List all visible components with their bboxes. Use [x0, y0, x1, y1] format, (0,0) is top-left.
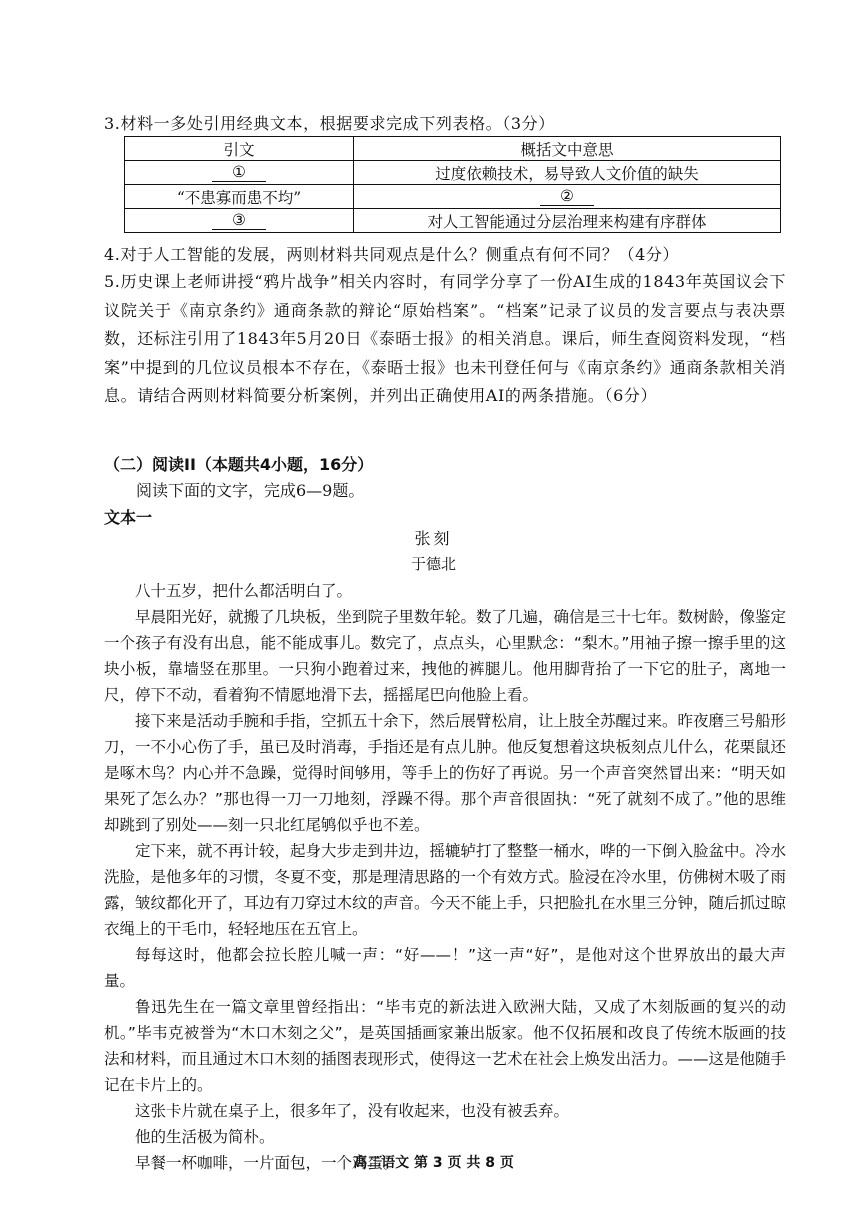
section-instruction: 阅读下面的文字，完成6—9题。	[136, 481, 365, 500]
blank-1: ①	[212, 163, 266, 182]
table-cell: “不患寡而患不均”	[125, 185, 354, 209]
article-paragraph: 鲁迅先生在一篇文章里曾经指出：“毕韦克的新法进入欧洲大陆，又成了木刻版画的复兴的动机。”毕韦克被誉为“木口木刻之父”，是英国插画家兼出版家。他不仅拓展和改良了传统木版画的技法和材料，而且通过木口木刻的插图表现形式，使得这一艺术在社会上焕发出活力。——这是他随手记在卡片上的。	[104, 998, 787, 1094]
blank-2: ②	[540, 187, 594, 206]
article-paragraph: 早晨阳光好，就搬了几块板，坐到院子里数年轮。数了几遍，确信是三十七年。数树龄，像鉴定一个孩子有没有出息，能不能成事儿。数完了，点点头，心里默念：“梨木。”用袖子擦一擦手里的这块小板，靠墙竖在那里。一只狗小跑着过来，拽他的裤腿儿。他用脚背抬了一下它的肚子，离地一尺，停下不动，看着狗不情愿地滑下去，摇摇尾巴向他脸上看。	[104, 608, 787, 704]
table-cell: 过度依赖技术，易导致人文价值的缺失	[354, 161, 781, 185]
section-heading: （二）阅读II（本题共4小题，16分）	[104, 455, 374, 474]
text-label: 文本一	[104, 508, 153, 527]
question-5: 5.历史课上老师讲授“鸦片战争”相关内容时，有同学分享了一份AI生成的1843年英国议会下议院关于《南京条约》通商条款的辩论“原始档案”。“档案”记录了议员的发言要点与表决票数，还标注引用了1843年5月20日《泰晤士报》的相关消息。课后，师生查阅资料发现，“档案”中提到的几位议员根本不存在，《泰晤士报》也未刊登任何与《南京条约》通商条款相关消息。请结合两则材料简要分析案例，并列出正确使用AI的两条措施。（6分）	[104, 272, 786, 405]
article-title: 张刻	[414, 529, 453, 548]
page-footer: 高二语文 第 3 页 共 8 页	[353, 1155, 514, 1171]
article-body	[104, 578, 786, 1176]
article-paragraph: 八十五岁，把什么都活明白了。	[135, 582, 353, 600]
article-paragraph: 定下来，就不再计较，起身大步走到井边，摇辘轳打了整整一桶水，哗的一下倒入脸盆中。冷水洗脸，是他多年的习惯，冬夏不变，那是理清思路的一个有效方式。脸浸在冷水里，仿佛树木吸了雨露，皱纹都化开了，耳边有刀穿过木纹的声音。今天不能上手，只把脸扎在水里三分钟，随后抓过晾衣绳上的干毛巾，轻轻地压在五官上。	[104, 842, 787, 938]
article-paragraph: 接下来是活动手腕和手指，空抓五十余下，然后展臂松肩，让上肢全苏醒过来。昨夜磨三号船形刀，一不小心伤了手，虽已及时消毒，手指还是有点儿肿。他反复想着这块板刻点儿什么，花栗鼠还是啄木鸟？内心并不急躁，觉得时间够用，等手上的伤好了再说。另一个声音突然冒出来：“明天如果死了怎么办？”那也得一刀一刀地刻，浮躁不得。那个声音很固执：“死了就刻不成了。”他的思维却跳到了别处——刻一只北红尾鸲似乎也不差。	[104, 712, 787, 834]
table-row	[125, 185, 781, 209]
article-paragraph: 每每这时，他都会拉长腔儿喊一声：“好——！”这一声“好”，是他对这个世界放出的最大声量。	[104, 946, 786, 990]
article-paragraph: 这张卡片就在桌子上，很多年了，没有收起来，也没有被丢弃。	[135, 1102, 570, 1120]
article-paragraph: 他的生活极为简朴。	[135, 1128, 275, 1146]
table-cell: 对人工智能通过分层治理来构建有序群体	[354, 209, 781, 233]
table-header-meaning: 概括文中意思	[354, 137, 781, 161]
table-row	[125, 209, 781, 233]
article-author: 于德北	[410, 555, 456, 573]
blank-3: ③	[212, 211, 266, 230]
question-3: 3.材料一多处引用经典文本，根据要求完成下列表格。（3分）	[104, 114, 555, 133]
article-paragraph: 早餐一杯咖啡，一片面包，一个鸡蛋。	[135, 1154, 399, 1172]
table-header-quote: 引文	[125, 137, 354, 161]
table-row	[125, 161, 781, 185]
question-4: 4.对于人工智能的发展，两则材料共同观点是什么？侧重点有何不同？（4分）	[104, 245, 680, 264]
table-header-row	[125, 137, 781, 161]
quotation-table	[124, 136, 781, 233]
